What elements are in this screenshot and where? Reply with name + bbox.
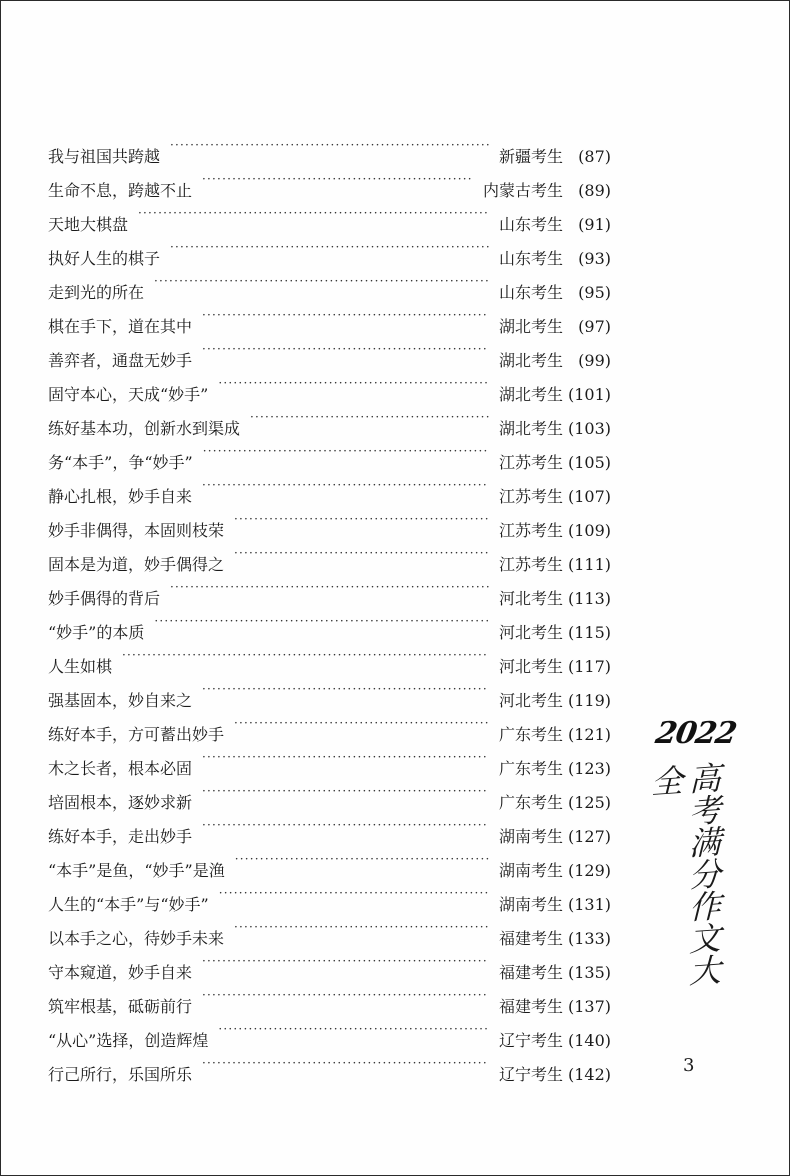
toc-dot-leader: [202, 162, 473, 196]
toc-dot-leader: [202, 808, 489, 842]
toc-entry-title: “本手”是鱼，“妙手”是渔: [48, 861, 225, 880]
toc-dot-leader: [138, 196, 489, 230]
toc-entry-author: 湖北考生: [498, 385, 563, 404]
toc-dot-leader: [234, 536, 489, 570]
toc-entry-title: 木之长者，根本必固: [48, 759, 193, 778]
toc-entry-title: 善弈者，通盘无妙手: [48, 351, 193, 370]
toc-dot-leader: [154, 264, 489, 298]
toc-entry-author: 河北考生: [498, 623, 563, 642]
toc-entry-author: 湖南考生: [498, 895, 563, 914]
toc-dot-leader: [218, 366, 489, 400]
toc-entry-page: (137): [567, 997, 611, 1016]
toc-entry-page: (123): [567, 759, 611, 778]
toc-dot-leader: [202, 944, 489, 978]
toc-entry-title: 棋在手下，道在其中: [48, 317, 193, 336]
toc-entry-page: (125): [567, 793, 611, 812]
toc-entry-author: 辽宁考生: [498, 1065, 563, 1084]
toc-entry-page: (142): [567, 1065, 611, 1084]
toc-entry-page: (113): [567, 589, 611, 608]
toc-entry-page: (121): [567, 725, 611, 744]
toc-entry-author: 山东考生: [498, 283, 563, 302]
toc-entry-title: 务“本手”，争“妙手”: [48, 453, 193, 472]
toc-entry-title: 走到光的所在: [48, 283, 145, 302]
toc-entry-title: 培固根本，逐妙求新: [48, 793, 193, 812]
toc-entry-title: 妙手偶得的背后: [48, 589, 161, 608]
toc-entry-author: 河北考生: [498, 589, 563, 608]
toc-dot-leader: [202, 978, 489, 1012]
toc-entry-page: (89): [578, 181, 611, 200]
toc-entry-page: (117): [567, 657, 611, 676]
toc-entry-title: 以本手之心，待妙手未来: [48, 929, 225, 948]
toc-entry-author: 湖北考生: [498, 351, 563, 370]
toc-entry-title: “从心”选择，创造辉煌: [48, 1031, 209, 1050]
toc-entry-author: 福建考生: [498, 929, 563, 948]
toc-entry-author: 湖南考生: [498, 827, 563, 846]
toc-dot-leader: [170, 570, 489, 604]
toc-entry-page: (115): [567, 623, 611, 642]
toc-entry: [48, 128, 611, 166]
toc-dot-leader: [202, 672, 489, 706]
toc-entry-page: (107): [567, 487, 611, 506]
toc-entry-page: (129): [567, 861, 611, 880]
toc-entry-author: 河北考生: [498, 657, 563, 676]
toc-entry-page: (97): [578, 317, 611, 336]
toc-entry-title: 人生如棋: [48, 657, 113, 676]
toc-entry-title: 天地大棋盘: [48, 215, 129, 234]
toc-entry-author: 湖北考生: [498, 419, 563, 438]
toc-entry-page: (119): [567, 691, 611, 710]
toc-dot-leader: [202, 468, 489, 502]
toc-dot-leader: [154, 604, 489, 638]
toc-dot-leader: [170, 230, 489, 264]
toc-entry-author: 湖北考生: [498, 317, 563, 336]
toc-dot-leader: [202, 740, 489, 774]
toc-entry-author: 江苏考生: [498, 453, 563, 472]
toc-entry-author: 广东考生: [498, 759, 563, 778]
toc-entry-title: 强基固本，妙自来之: [48, 691, 193, 710]
toc-entry-page: (99): [578, 351, 611, 370]
page-number: 3: [683, 1055, 695, 1076]
toc-dot-leader: [219, 876, 489, 910]
toc-entry-title: 练好本手，走出妙手: [48, 827, 193, 846]
toc-entry-title: “妙手”的本质: [48, 623, 145, 642]
toc-entry-title: 人生的“本手”与“妙手”: [48, 895, 209, 914]
toc-dot-leader: [122, 638, 489, 672]
toc-entry-page: (87): [578, 147, 611, 166]
toc-dot-leader: [234, 706, 489, 740]
toc-entry-title: 筑牢根基，砥砺前行: [48, 997, 193, 1016]
toc-dot-leader: [202, 298, 489, 332]
toc-entry-page: (105): [567, 453, 611, 472]
toc-entry-author: 江苏考生: [498, 487, 563, 506]
toc-entry-title: 行己所行，乐国所乐: [48, 1065, 193, 1084]
toc-entry-author: 福建考生: [498, 997, 563, 1016]
toc-dot-leader: [202, 774, 489, 808]
toc-entry-title: 执好人生的棋子: [48, 249, 161, 268]
toc-entry-title: 我与祖国共跨越: [48, 147, 161, 166]
toc-entry-page: (127): [567, 827, 611, 846]
toc-entry-title: 固守本心，天成“妙手”: [48, 385, 209, 404]
toc-dot-leader: [218, 1012, 489, 1046]
toc-entry-author: 江苏考生: [498, 521, 563, 540]
toc-entry-author: 广东考生: [498, 793, 563, 812]
book-series-logo: [646, 716, 746, 1016]
toc-entry-page: (101): [567, 385, 611, 404]
toc-entry-page: (111): [567, 555, 611, 574]
toc-entry-page: (103): [567, 419, 611, 438]
logo-title: 高考满分作文大全: [646, 760, 722, 988]
toc-dot-leader: [203, 434, 489, 468]
toc-entry-title: 妙手非偶得，本固则枝荣: [48, 521, 225, 540]
toc-entry-author: 广东考生: [498, 725, 563, 744]
toc-entry-author: 福建考生: [498, 963, 563, 982]
toc-entry-author: 新疆考生: [498, 147, 563, 166]
toc-dot-leader: [202, 1046, 489, 1080]
logo-year: 2022: [652, 716, 739, 751]
toc-dot-leader: [202, 332, 489, 366]
toc-dot-leader: [234, 502, 489, 536]
toc-entry-author: 山东考生: [498, 249, 563, 268]
toc-entry-title: 练好基本功，创新水到渠成: [48, 419, 241, 438]
toc-entry-title: 练好本手，方可蓄出妙手: [48, 725, 225, 744]
toc-entry-author: 河北考生: [498, 691, 563, 710]
toc-entry-page: (135): [567, 963, 611, 982]
toc-entry-author: 内蒙古考生: [482, 181, 563, 200]
toc-entry-title: 守本窥道，妙手自来: [48, 963, 193, 982]
toc-entry-page: (93): [578, 249, 611, 268]
toc-entry-author: 辽宁考生: [498, 1031, 563, 1050]
toc-entry-page: (91): [578, 215, 611, 234]
toc-entry-page: (133): [567, 929, 611, 948]
toc-entry-title: 固本是为道，妙手偶得之: [48, 555, 225, 574]
toc-entry-page: (140): [567, 1031, 611, 1050]
toc-entry-page: (95): [578, 283, 611, 302]
toc-dot-leader: [170, 128, 489, 162]
table-of-contents: [48, 128, 611, 1084]
toc-dot-leader: [235, 842, 489, 876]
toc-entry-title: 生命不息，跨越不止: [48, 181, 193, 200]
toc-entry-title: 静心扎根，妙手自来: [48, 487, 193, 506]
toc-entry-author: 湖南考生: [498, 861, 563, 880]
toc-dot-leader: [250, 400, 489, 434]
toc-entry-page: (109): [567, 521, 611, 540]
toc-entry-page: (131): [567, 895, 611, 914]
toc-dot-leader: [234, 910, 489, 944]
toc-entry-author: 山东考生: [498, 215, 563, 234]
toc-entry-author: 江苏考生: [498, 555, 563, 574]
